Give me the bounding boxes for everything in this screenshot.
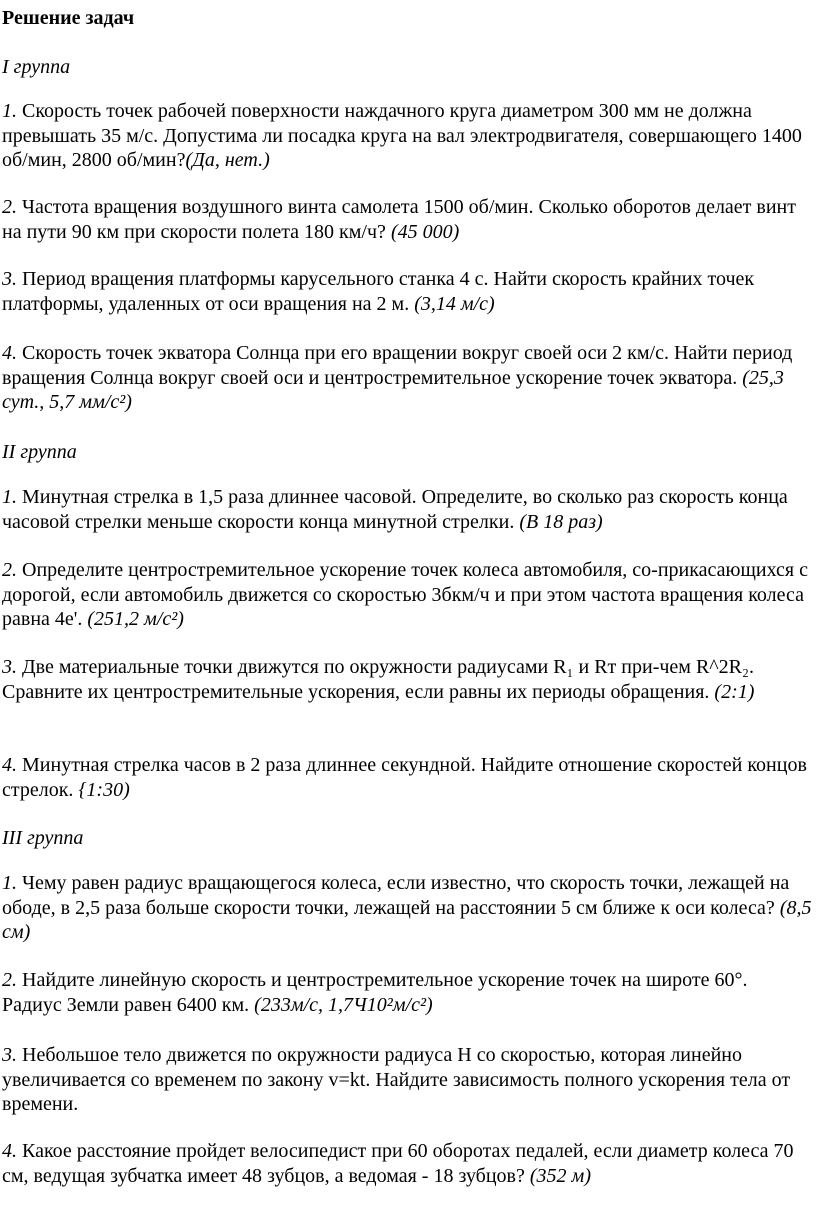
task-text: Минутная стрелка часов в 2 раза длиннее секундной. Найдите отношение скоростей концов стрелок. [2,754,807,801]
task-3-3 [2,1043,812,1117]
task-3-2 [2,968,812,1017]
task-number: 1. [2,100,17,122]
task-2-3 [2,655,812,704]
task-text: Две материальные точки движутся по окружности радиусами R₁ и Rт при-чем R^2R₂. Сравните их центростремительные ускорения, если равны их периоды обращения. [2,656,754,703]
task-number: 2. [2,559,17,581]
group-2-heading: II группа [2,441,77,463]
task-text: Найдите линейную скорость и центростремительное ускорение точек на широте 60°. Радиус Земли равен 6400 км. [2,969,748,1016]
task-text: Какое расстояние пройдет велосипедист при 60 оборотах педалей, если диаметр колеса 70 см, ведущая зубчатка имеет 48 зубцов, а ведомая - 18 зубцов? [2,1140,794,1187]
task-text: Небольшое тело движется по окружности радиуса H со скоростью, которая линейно увеличивается со временем по закону v=kt. Найдите зависимость полного ускорения тела от времени. [2,1044,791,1115]
task-answer: (352 м) [529,1164,591,1187]
task-number: 2. [2,196,17,218]
group-1-heading: I группа [2,56,71,78]
task-text: Частота вращения воздушного винта самолета 1500 об/мин. Сколько оборотов делает винт на пути 90 км при скорости полета 180 км/ч? [2,196,797,243]
task-text: Период вращения платформы карусельного станка 4 с. Найти скорость крайних точек платформы, удаленных от оси вращения на 2 м. [2,268,755,315]
task-answer: (233м/с, 1,7Ч10²м/с²) [254,993,433,1016]
task-1-1 [2,99,812,173]
task-number: 3. [2,656,17,678]
task-1-4 [2,341,812,415]
task-answer: (3,14 м/с) [414,292,495,315]
task-2-2 [2,558,812,632]
task-text: Определите центростремительное ускорение точек колеса автомобиля, со-прикасающихся с дорогой, если автомобиль движется со скоростью 3бкм/ч и при этом частота вращения колеса равна 4е'. [2,559,808,630]
task-answer: (В 18 раз) [519,510,603,533]
task-number: 1. [2,486,17,508]
task-text: Чему равен радиус вращающегося колеса, если известно, что скорость точки, лежащей на ободе, в 2,5 раза больше скорости точки, лежащей на расстоянии 5 см ближе к оси колеса? [2,872,790,919]
task-number: 2. [2,969,17,991]
task-number: 3. [2,1044,17,1066]
task-text: Скорость точек экватора Солнца при его вращении вокруг своей оси 2 км/с. Найти период вращения Солнца вокруг своей оси и центростремительное ускорение точек экватора. [2,342,793,389]
task-answer: (45 000) [390,220,460,243]
task-2-1 [2,485,812,534]
task-number: 4. [2,754,17,776]
task-answer: (25,3 сут., 5,7 мм/с²) [2,366,784,413]
task-text: Скорость точек рабочей поверхности наждачного круга диаметром 300 мм не должна превышать 35 м/с. Допустима ли посадка круга на вал электродвигателя, совершающего 1400 об/мин, 2800 об/мин? [2,100,802,171]
task-answer: (2:1) [714,680,755,703]
task-3-1 [2,871,812,945]
task-number: 3. [2,268,17,290]
task-text: Минутная стрелка в 1,5 раза длиннее часовой. Определите, во сколько раз скорость конца часовой стрелки меньше скорости конца минутной стрелки. [2,486,788,533]
page-title: Решение задач [2,7,135,29]
task-number: 1. [2,872,17,894]
task-number: 4. [2,342,17,364]
task-answer: (8,5 см) [2,896,812,943]
group-3-heading: III группа [2,827,84,849]
task-number: 4. [2,1140,17,1162]
task-1-3 [2,267,812,316]
task-3-4 [2,1139,812,1188]
task-1-2 [2,195,812,244]
task-answer: (251,2 м/с²) [87,608,184,630]
task-2-4 [2,753,812,802]
task-answer: {1:30) [78,778,130,801]
task-answer: (Да, нет.) [185,149,270,171]
